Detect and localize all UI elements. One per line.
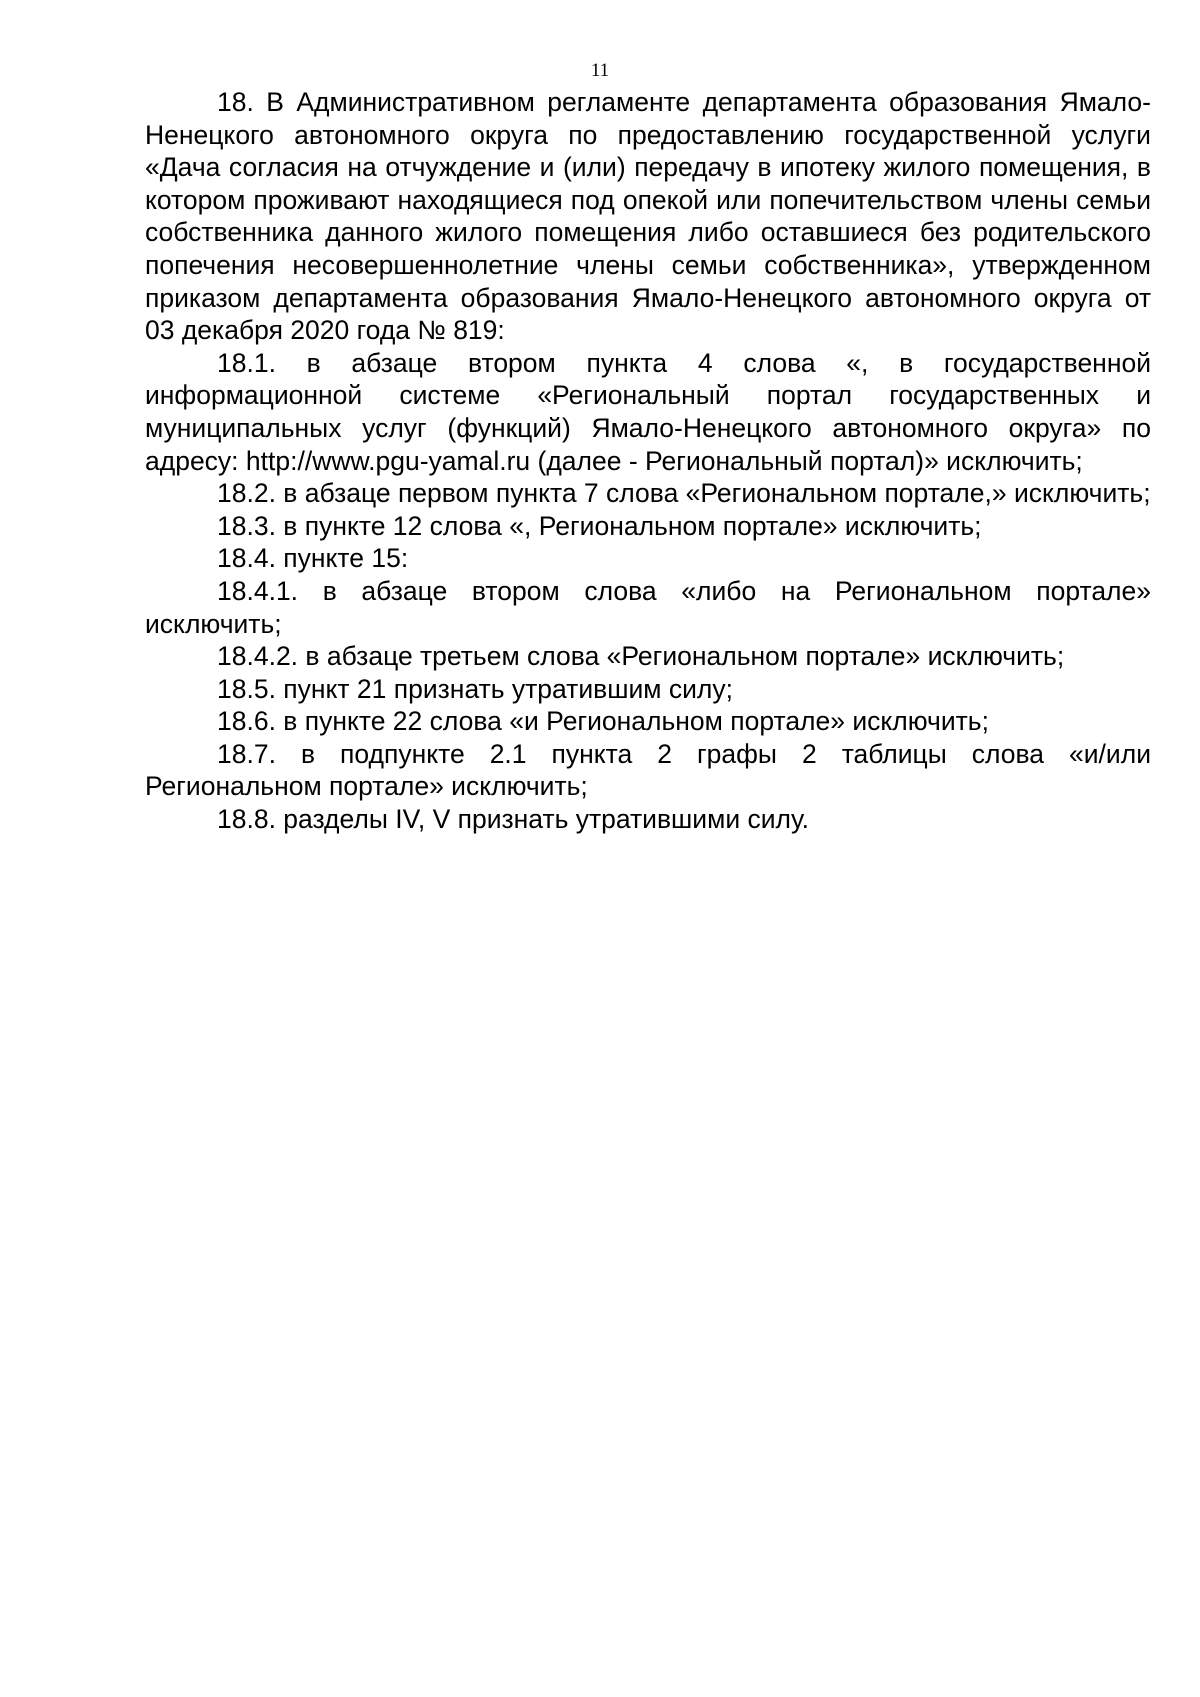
paragraph-18-4-1: 18.4.1. в абзаце втором слова «либо на Региональном портале» исключить; — [145, 575, 1151, 639]
paragraph-18-8: 18.8. разделы IV, V признать утратившими силу. — [217, 804, 809, 835]
paragraph-18-2: 18.2. в абзаце первом пункта 7 слова «Региональном портале,» исключить; — [217, 478, 1151, 509]
page-number: 11 — [590, 60, 610, 81]
paragraph-18: 18. В Административном регламенте департамента образования Ямало-Ненецкого автономного округа по предоставлению государственной услуги «Дача согласия на отчуждение и (или) передачу в ипотеку жилого помещения, в котором проживают находящиеся под опекой или попечительством члены семьи собственника данного жилого помещения либо оставшиеся без родительского попечения несовершеннолетние члены семьи собственника», утвержденном приказом департамента образования Ямало-Ненецкого автономного округа от 03 декабря 2020 года № 819: — [145, 87, 1151, 346]
paragraph-18-4: 18.4. пункте 15: — [217, 543, 409, 574]
document-body — [145, 86, 1151, 836]
paragraph-18-7: 18.7. в подпункте 2.1 пункта 2 графы 2 таблицы слова «и/или Региональном портале» исключить; — [145, 738, 1151, 802]
paragraph-18-3: 18.3. в пункте 12 слова «, Региональном портале» исключить; — [217, 510, 982, 541]
paragraph-18-4-2: 18.4.2. в абзаце третьем слова «Региональном портале» исключить; — [217, 641, 1065, 672]
paragraph-18-5: 18.5. пункт 21 признать утратившим силу; — [217, 673, 733, 704]
paragraph-18-6: 18.6. в пункте 22 слова «и Региональном портале» исключить; — [217, 706, 989, 737]
paragraph-18-1: 18.1. в абзаце втором пункта 4 слова «, в государственной информационной системе «Региональный портал государственных и муниципальных услуг (функций) Ямало-Ненецкого автономного округа» по адресу: http://www.pgu-yamal.ru (далее - Региональный портал)» исключить; — [145, 347, 1151, 476]
